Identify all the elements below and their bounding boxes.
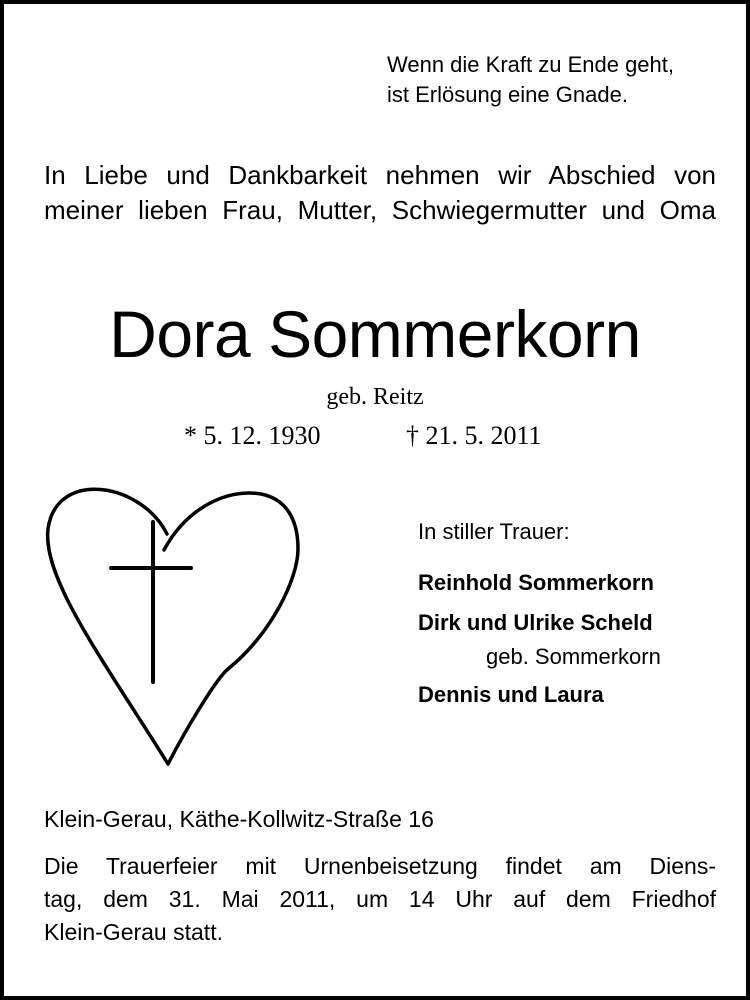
death-date: † 21. 5. 2011: [406, 421, 542, 450]
ceremony-line: Klein-Gerau statt.: [44, 919, 223, 945]
mourning-label: In stiller Trauer:: [418, 519, 570, 544]
ceremony-line: Die Trauerfeier mit Urnenbeisetzung findet am Diens-: [44, 853, 716, 879]
motto-quote: [387, 50, 674, 110]
motto-line: Wenn die Kraft zu Ende geht,: [387, 52, 674, 77]
heart-with-cross-icon: [36, 474, 316, 779]
mourner-maiden-name: geb. Sommerkorn: [486, 644, 661, 669]
ceremony-line: tag, dem 31. Mai 2011, um 14 Uhr auf dem Friedhof: [44, 886, 716, 912]
deceased-name: Dora Sommerkorn: [109, 297, 641, 371]
ceremony-notice: [44, 850, 716, 949]
motto-line: ist Erlösung eine Gnade.: [387, 82, 628, 107]
mourner-name: Dennis und Laura: [418, 682, 604, 707]
mourner-name: Reinhold Sommerkorn: [418, 570, 654, 595]
birth-date: * 5. 12. 1930: [184, 421, 321, 450]
mourner-name: Dirk und Ulrike Scheld: [418, 610, 653, 635]
heart-with-cross-svg: [36, 474, 316, 774]
heart-outline: [48, 489, 298, 764]
family-address: Klein-Gerau, Käthe-Kollwitz-Straße 16: [44, 806, 434, 832]
maiden-name: geb. Reitz: [326, 384, 424, 410]
intro-line: In Liebe und Dankbarkeit nehmen wir Abschied von: [44, 160, 716, 190]
intro-line: meiner lieben Frau, Mutter, Schwiegermutter und Oma: [44, 195, 716, 225]
intro-text: [44, 158, 716, 228]
